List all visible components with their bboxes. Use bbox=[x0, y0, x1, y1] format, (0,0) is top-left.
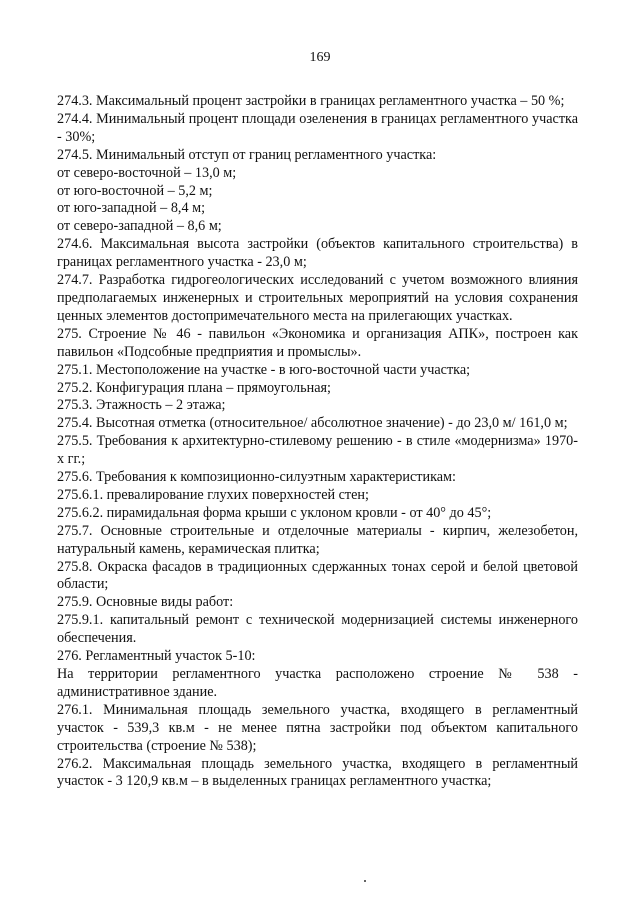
document-body bbox=[57, 93, 578, 791]
paragraph-276-2: 276.2. Максимальная площадь земельного участка, входящего в регламентный участок - 3 120,9 кв.м – в выделенных границах регламентного участка; bbox=[57, 755, 578, 790]
paragraph-276-intro: На территории регламентного участка расположено строение № 538 - административное здание. bbox=[57, 666, 578, 700]
paragraph-275-2: 275.2. Конфигурация плана – прямоугольная; bbox=[57, 379, 331, 396]
setback-south-west: от юго-западной – 8,4 м; bbox=[57, 200, 206, 217]
paragraph-275-7: 275.7. Основные строительные и отделочные материалы - кирпич, железобетон, натуральный камень, керамическая плитка; bbox=[57, 522, 578, 557]
paragraph-274-6: 274.6. Максимальная высота застройки (объектов капитального строительства) в границах регламентного участка - 23,0 м; bbox=[57, 236, 578, 271]
paragraph-275-1: 275.1. Местоположение на участке - в юго-восточной части участка; bbox=[57, 361, 471, 378]
paragraph-275-9: 275.9. Основные виды работ: bbox=[57, 594, 234, 611]
scan-speck bbox=[364, 880, 366, 882]
paragraph-275-6-2: 275.6.2. пирамидальная форма крыши с уклоном кровли - от 40° до 45°; bbox=[57, 504, 492, 521]
paragraph-275-6: 275.6. Требования к композиционно-силуэтным характеристикам: bbox=[57, 469, 456, 486]
paragraph-274-4: 274.4. Минимальный процент площади озеленения в границах регламентного участка - 30%; bbox=[57, 110, 578, 145]
paragraph-275-3: 275.3. Этажность – 2 этажа; bbox=[57, 397, 226, 414]
paragraph-275-9-1: 275.9.1. капитальный ремонт с технической модернизацией системы инженерного обеспечения. bbox=[57, 612, 578, 647]
paragraph-275: 275. Строение № 46 - павильон «Экономика и организация АПК», построен как павильон «Подсобные предприятия и промыслы». bbox=[57, 325, 578, 360]
paragraph-276-1: 276.1. Минимальная площадь земельного участка, входящего в регламентный участок - 539,3 кв.м - не менее пятна застройки под объектом капитального строительства (строение № 538); bbox=[57, 701, 578, 754]
paragraph-275-6-1: 275.6.1. превалирование глухих поверхностей стен; bbox=[57, 486, 369, 503]
paragraph-274-7: 274.7. Разработка гидрогеологических исследований с учетом возможного влияния предполагаемых инженерных и строительных мероприятий на условия сохранения ценных элементов достопримечательного места на прилегающих участках. bbox=[57, 272, 578, 324]
setback-north-west: от северо-западной – 8,6 м; bbox=[57, 218, 222, 235]
paragraph-275-5: 275.5. Требования к архитектурно-стилевому решению - в стиле «модернизма» 1970-х гг.; bbox=[57, 433, 578, 468]
paragraph-275-8: 275.8. Окраска фасадов в традиционных сдержанных тонах серой и белой цветовой области; bbox=[57, 558, 578, 593]
page-number: 169 bbox=[309, 50, 331, 65]
paragraph-274-3: 274.3. Максимальный процент застройки в границах регламентного участка – 50 %; bbox=[57, 93, 565, 109]
setback-south-east: от юго-восточной – 5,2 м; bbox=[57, 182, 213, 199]
paragraph-274-5: 274.5. Минимальный отступ от границ регламентного участка: bbox=[57, 146, 437, 163]
setback-north-east: от северо-восточной – 13,0 м; bbox=[57, 164, 237, 181]
paragraph-276: 276. Регламентный участок 5-10: bbox=[57, 648, 256, 665]
paragraph-275-4: 275.4. Высотная отметка (относительное/ абсолютное значение) - до 23,0 м/ 161,0 м; bbox=[57, 415, 568, 432]
